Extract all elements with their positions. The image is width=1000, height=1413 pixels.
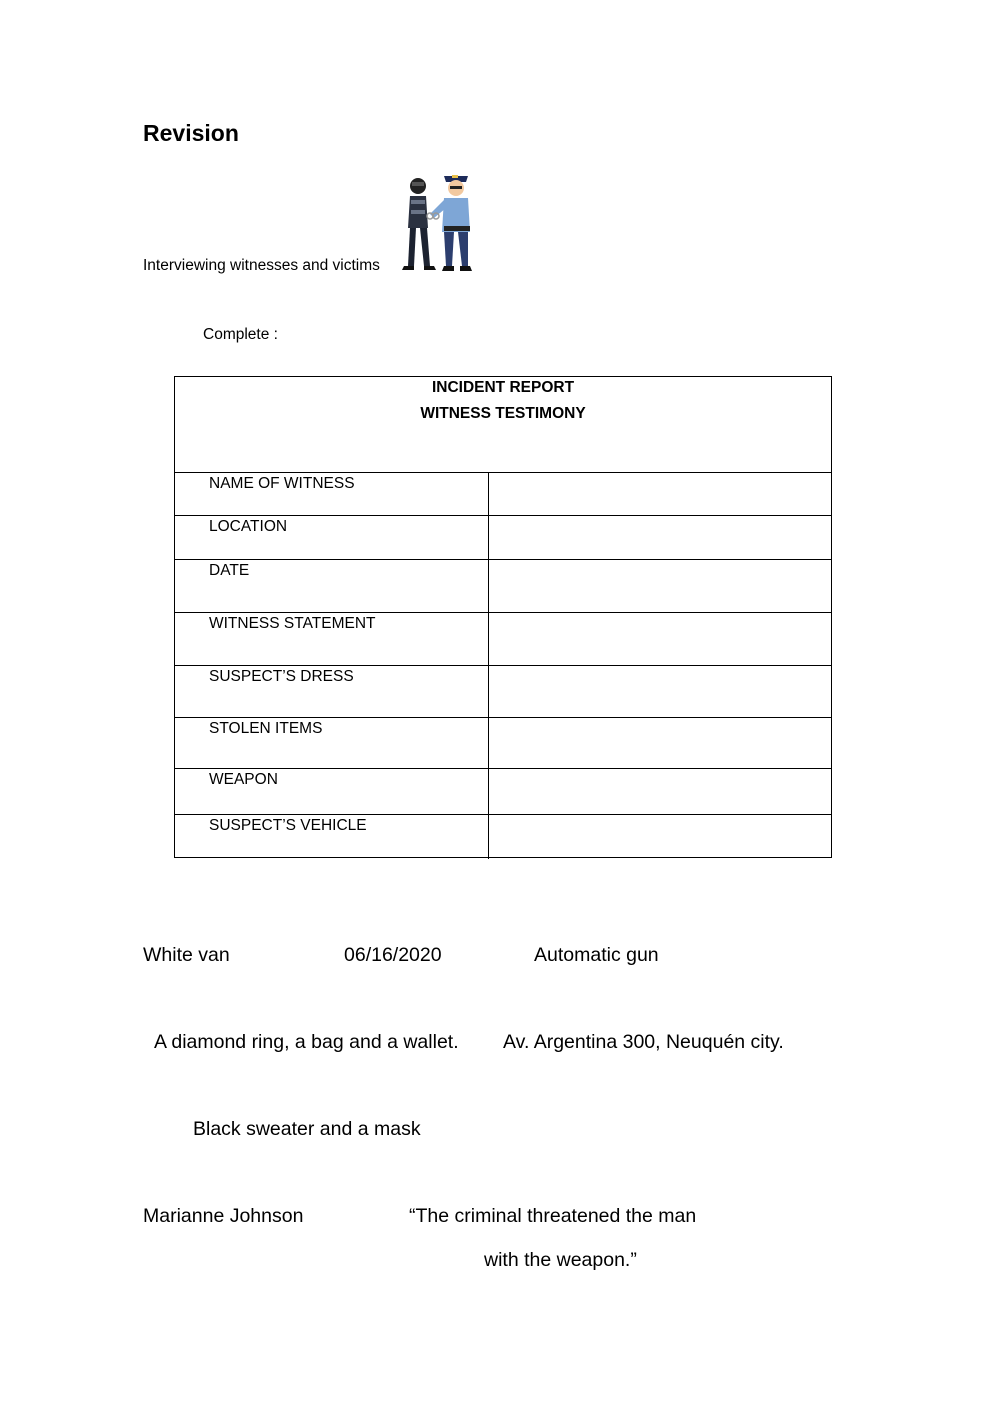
table-row <box>175 613 831 666</box>
table-row <box>175 718 831 769</box>
table-row <box>175 815 831 859</box>
report-header <box>175 377 831 473</box>
answer-cell-items[interactable] <box>488 718 831 768</box>
table-row <box>175 516 831 560</box>
police-arrest-illustration-icon <box>400 170 480 278</box>
table-row <box>175 666 831 718</box>
instruction-text: Complete : <box>203 326 278 343</box>
incident-report-table <box>174 376 832 858</box>
row-label-items: STOLEN ITEMS <box>209 720 323 737</box>
table-row <box>175 560 831 613</box>
answer-cell-location[interactable] <box>488 516 831 559</box>
word-bank-location[interactable]: Av. Argentina 300, Neuquén city. <box>503 1031 784 1053</box>
word-bank-weapon[interactable]: Automatic gun <box>534 944 659 966</box>
page-title: Revision <box>143 120 239 146</box>
table-row <box>175 769 831 815</box>
row-label-dress: SUSPECT’S DRESS <box>209 668 354 685</box>
table-row <box>175 473 831 516</box>
answer-cell-date[interactable] <box>488 560 831 612</box>
answer-cell-statement[interactable] <box>488 613 831 665</box>
answer-cell-name[interactable] <box>488 473 831 515</box>
word-bank-white-van[interactable]: White van <box>143 944 230 966</box>
word-bank-date[interactable]: 06/16/2020 <box>344 944 442 966</box>
report-title: INCIDENT REPORT <box>431 379 575 396</box>
answer-cell-vehicle[interactable] <box>488 815 831 859</box>
word-bank-items[interactable]: A diamond ring, a bag and a wallet. <box>154 1031 459 1053</box>
word-bank-statement-line1[interactable]: “The criminal threatened the man <box>409 1205 697 1227</box>
row-label-name: NAME OF WITNESS <box>209 475 355 492</box>
answer-cell-weapon[interactable] <box>488 769 831 814</box>
subtitle: Interviewing witnesses and victims <box>143 257 380 274</box>
word-bank-statement-line2[interactable]: with the weapon.” <box>484 1249 637 1271</box>
word-bank-name[interactable]: Marianne Johnson <box>143 1205 304 1227</box>
row-label-vehicle: SUSPECT’S VEHICLE <box>209 817 367 834</box>
row-label-statement: WITNESS STATEMENT <box>209 615 376 632</box>
answer-cell-dress[interactable] <box>488 666 831 717</box>
row-label-weapon: WEAPON <box>209 771 278 788</box>
row-label-date: DATE <box>209 562 250 579</box>
row-label-location: LOCATION <box>209 518 288 535</box>
report-subtitle: WITNESS TESTIMONY <box>420 405 586 422</box>
word-bank-dress[interactable]: Black sweater and a mask <box>193 1118 421 1140</box>
